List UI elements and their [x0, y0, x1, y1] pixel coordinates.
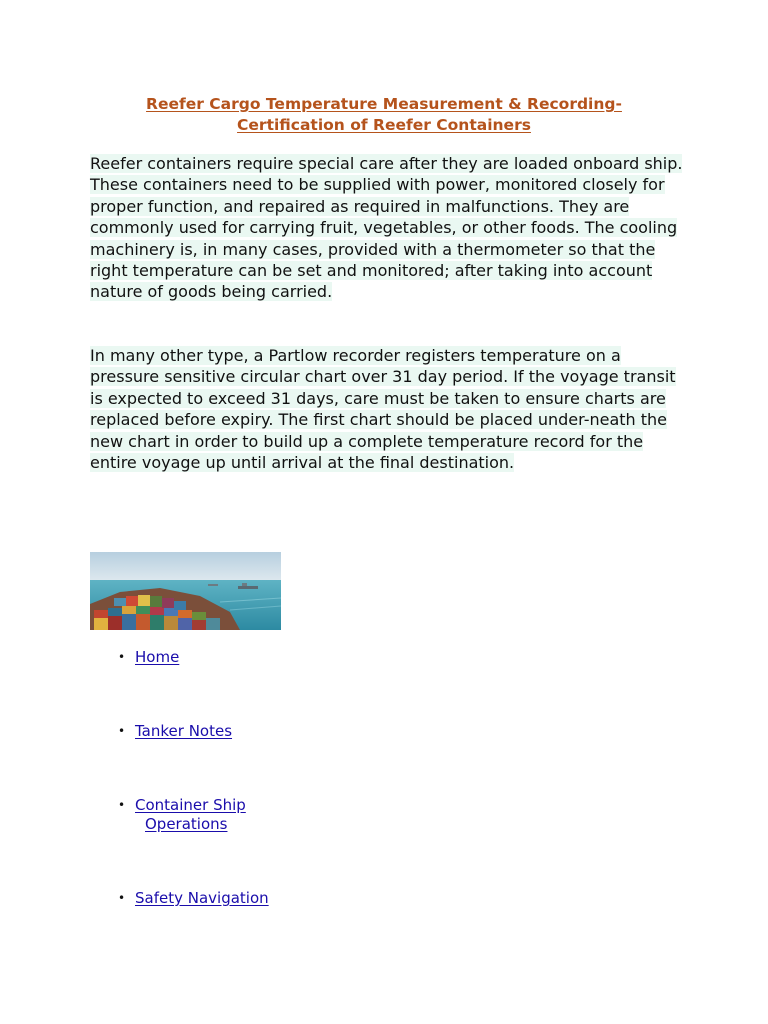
- paragraph-2-text: In many other type, a Partlow recorder registers temperature on a pressure sensitive circular chart over 31 day period. If the voyage transit is expected to exceed 31 days, care must be taken to ensure charts are replaced before expiry. The first chart should be placed under-neath the new chart in order to build up a complete temperature record for the entire voyage up until arrival at the final destination.: [90, 346, 676, 473]
- nav-link-tanker-notes[interactable]: Tanker Notes: [135, 722, 233, 740]
- article-title-line-1: Reefer Cargo Temperature Measurement & Recording-: [146, 95, 622, 113]
- bullet: •: [118, 650, 126, 664]
- article-title-line-2: Certification of Reefer Containers: [237, 116, 531, 134]
- article-paragraph-2: [90, 345, 690, 473]
- container-ship-image: [90, 552, 281, 630]
- nav-link-home[interactable]: Home: [135, 648, 180, 666]
- bullet: •: [118, 724, 126, 738]
- container-ship-illustration: [90, 552, 281, 630]
- nav-link-line-2: Operations: [145, 815, 228, 833]
- nav-link-line-1: Container Ship: [135, 796, 246, 814]
- nav-link-container-ship-operations[interactable]: [135, 796, 265, 834]
- bullet: •: [118, 798, 126, 812]
- article-title: [90, 94, 678, 136]
- article-paragraph-1: [90, 153, 690, 303]
- bullet: •: [118, 891, 126, 905]
- nav-link-safety-navigation[interactable]: Safety Navigation: [135, 889, 269, 907]
- paragraph-1-text: Reefer containers require special care after they are loaded onboard ship. These containers need to be supplied with power, monitored closely for proper function, and repaired as required in malfunctions. They are commonly used for carrying fruit, vegetables, or other foods. The cooling machinery is, in many cases, provided with a thermometer so that the right temperature can be set and monitored; after taking into account nature of goods being carried.: [90, 154, 683, 302]
